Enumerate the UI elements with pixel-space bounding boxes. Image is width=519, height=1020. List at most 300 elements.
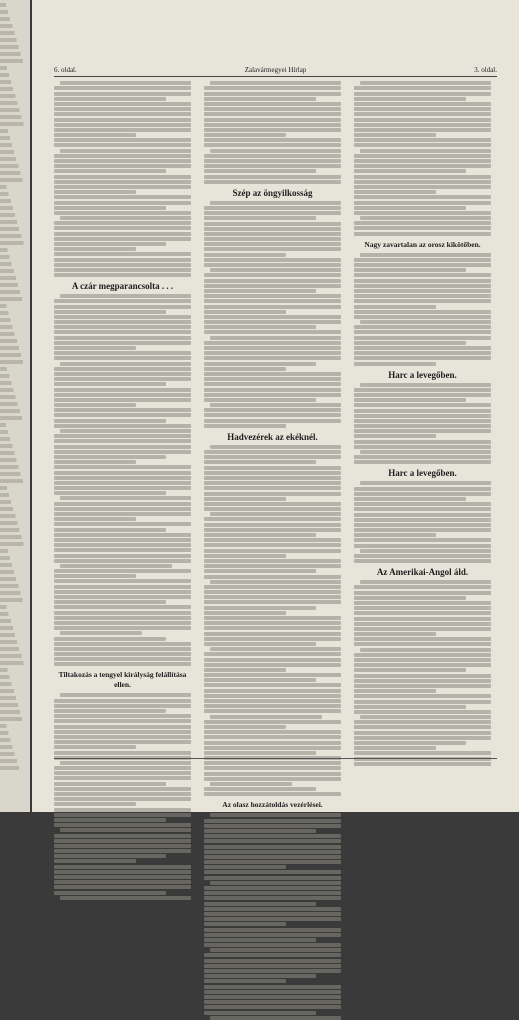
prev-page-line [0,612,30,616]
text-line [204,658,341,662]
text-line [54,413,191,417]
text-line [204,471,341,475]
text-line [204,632,341,636]
text-line [210,201,341,205]
text-line [354,221,491,225]
prev-page-line [0,150,30,154]
prev-page-line [0,185,30,189]
text-line [54,507,191,511]
text-line [54,486,191,490]
prev-page-line [0,87,30,91]
column-left [54,80,191,756]
text-line [354,346,491,350]
text-line [354,102,491,106]
text-line [54,626,191,630]
text-line [354,440,491,444]
text-line [54,128,191,132]
text-line [354,518,491,522]
prev-page-line [0,227,30,231]
text-line [54,439,191,443]
text-line [354,336,491,340]
prev-page-line [0,262,30,266]
prev-page-line [0,66,30,70]
text-line [204,372,341,376]
text-line [204,232,341,236]
article-heading: Harc a levegőben. [388,369,457,380]
text-line [54,123,191,127]
prev-page-line [0,206,30,210]
text-line [354,622,491,626]
text-line [54,891,166,895]
text-line [54,465,191,469]
prev-page-line [0,234,30,238]
prev-page-line [0,731,30,735]
text-line [54,351,191,355]
text-line [54,252,191,256]
text-line [354,341,466,345]
prev-page-line [0,465,30,469]
prev-page-line [0,472,30,476]
text-line [54,792,191,796]
text-line [54,476,191,480]
text-line [204,673,341,677]
text-line [54,320,191,324]
prev-page-line [0,220,30,224]
prev-page-line [0,367,30,371]
prev-page-line [0,388,30,392]
text-line [354,305,436,309]
article-heading: A czár megparancsolta . . . [71,281,174,292]
text-line [204,279,341,283]
prev-page-line [0,94,30,98]
article-heading: Az Amerikai-Angol áld. [376,567,469,578]
text-line [204,974,316,978]
prev-page-line [0,479,30,483]
text-line [204,787,316,791]
text-line [354,533,436,537]
text-line [204,699,341,703]
text-line [354,258,491,262]
text-line [360,320,491,324]
text-line [54,419,166,423]
prev-page-line [0,136,30,140]
text-line [54,356,191,360]
text-line [354,559,491,563]
text-line [204,154,341,158]
text-line [354,762,491,766]
text-line [204,517,341,521]
bottom-rule [54,758,497,759]
text-line [354,268,466,272]
text-line [54,346,136,350]
text-line [54,859,136,863]
text-line [204,102,341,106]
prev-page-line [0,717,30,721]
text-line [60,362,191,366]
text-line [354,414,491,418]
text-line [204,97,316,101]
prev-page-line [0,458,30,462]
text-line [204,850,341,854]
text-line [204,668,286,672]
previous-page-edge [0,0,30,812]
text-line [54,870,191,874]
text-line [204,492,341,496]
prev-page-line [0,451,30,455]
text-line [204,829,316,833]
text-line [210,948,341,952]
text-line [354,741,466,745]
text-line [54,574,136,578]
text-line [54,310,166,314]
text-line [54,797,191,801]
text-line [204,995,341,999]
prev-page-line [0,444,30,448]
text-line [204,289,316,293]
text-line [210,715,322,719]
text-line [54,787,191,791]
text-line [54,190,136,194]
text-line [204,1005,341,1009]
text-line [204,600,341,604]
text-line [204,735,341,739]
text-line [54,652,191,656]
text-line [54,621,191,625]
text-line [204,382,341,386]
text-line [204,876,341,880]
text-line [54,118,191,122]
text-line [354,694,491,698]
prev-page-line [0,353,30,357]
text-line [54,377,191,381]
text-line [210,580,341,584]
text-line [204,242,341,246]
text-line [210,881,341,885]
text-line [204,611,286,615]
text-line [204,523,341,527]
text-line [354,409,491,413]
text-line [204,725,286,729]
text-line [54,305,191,309]
prev-page-line [0,766,30,770]
text-line [54,512,191,516]
text-line [54,325,191,329]
text-line [204,689,341,693]
text-line [54,839,191,843]
text-line [210,268,341,272]
newspaper-page [32,0,519,812]
text-line [54,273,191,277]
text-line [54,450,191,454]
page-number-left: 6. oldal. [54,66,77,74]
prev-page-line [0,241,30,245]
text-line [204,367,286,371]
text-line [204,419,341,423]
prev-page-line [0,668,30,672]
prev-page-line [0,689,30,693]
text-line [60,564,172,568]
prev-page-line [0,45,30,49]
text-line [54,460,136,464]
text-line [204,969,341,973]
prev-page-line [0,318,30,322]
text-line [354,611,491,615]
text-line [204,263,341,267]
prev-page-line [0,255,30,259]
text-line [204,424,286,428]
text-line [54,600,166,604]
text-line [54,268,191,272]
text-line [354,112,491,116]
text-line [204,1011,316,1015]
text-line [54,159,191,163]
text-line [204,938,316,942]
text-line [54,875,191,879]
text-line [54,164,191,168]
text-line [354,725,491,729]
text-line [60,631,142,635]
prev-page-line [0,598,30,602]
text-line [204,694,341,698]
text-line [54,538,191,542]
text-line [210,149,341,153]
text-line [54,740,191,744]
prev-page-line [0,416,30,420]
prev-page-line [0,101,30,105]
text-line [54,408,191,412]
text-line [54,86,191,90]
prev-page-line [0,395,30,399]
text-line [360,648,491,652]
prev-page-line [0,31,30,35]
text-line [204,819,341,823]
text-line [54,719,191,723]
text-line [204,720,341,724]
text-line [354,674,491,678]
text-line [54,201,191,205]
text-line [354,294,491,298]
column-right [354,80,491,756]
text-line [354,154,491,158]
prev-page-line [0,423,30,427]
text-line [204,346,341,350]
text-line [354,180,491,184]
prev-page-line [0,752,30,756]
prev-page-line [0,360,30,364]
text-line [54,844,191,848]
text-line [354,143,491,147]
text-line [354,86,491,90]
text-line [354,492,491,496]
prev-page-line [0,535,30,539]
prev-page-line [0,311,30,315]
text-line [204,575,341,579]
text-line [54,657,191,661]
prev-page-line [0,269,30,273]
text-line [204,777,341,781]
text-line [354,185,491,189]
text-line [204,164,341,168]
text-line [54,242,166,246]
text-line [204,964,341,968]
text-line [204,928,341,932]
text-line [354,445,491,449]
prev-page-line [0,276,30,280]
text-line [54,823,191,827]
text-line [54,865,191,869]
text-line [354,497,466,501]
prev-page-line [0,80,30,84]
text-line [54,434,191,438]
text-line [54,745,136,749]
text-line [354,653,491,657]
text-line [204,746,341,750]
prev-page-line [0,542,30,546]
text-line [54,585,191,589]
text-line [354,310,491,314]
text-line [360,549,491,553]
text-line [54,725,191,729]
prev-page-line [0,738,30,742]
text-line [354,97,466,101]
text-line [354,632,436,636]
text-line [54,543,191,547]
prev-page-line [0,17,30,21]
text-line [354,429,491,433]
text-line [354,175,491,179]
text-line [54,92,191,96]
prev-page-line [0,759,30,763]
text-line [54,102,191,106]
prev-page-line [0,563,30,567]
text-line [204,985,341,989]
prev-page-line [0,38,30,42]
text-line [204,497,286,501]
text-line [354,507,491,511]
text-line [354,684,491,688]
text-line [354,538,491,542]
text-line [354,289,491,293]
text-line [354,279,491,283]
text-line [354,164,491,168]
text-line [54,299,191,303]
text-line [54,849,191,853]
text-line [54,522,191,526]
text-line [204,299,341,303]
text-line [354,544,491,548]
text-line [204,112,341,116]
text-line [54,766,191,770]
text-line [354,325,491,329]
prev-page-line [0,10,30,14]
text-line [54,802,136,806]
text-line [54,169,166,173]
text-line [354,627,491,631]
prev-page-line [0,661,30,665]
text-line [360,81,491,85]
text-line [354,398,466,402]
text-line [54,226,191,230]
text-line [204,206,341,210]
text-line [54,813,191,817]
text-line [354,107,491,111]
text-line [204,247,341,251]
prev-page-line [0,304,30,308]
text-line [54,637,166,641]
prev-page-line [0,640,30,644]
text-line [204,554,286,558]
text-line [210,445,341,449]
text-line [204,569,316,573]
text-line [204,450,341,454]
text-line [204,180,341,184]
text-line [204,538,341,542]
text-line [60,896,191,900]
text-line [360,580,491,584]
prev-page-line [0,248,30,252]
prev-page-line [0,346,30,350]
text-line [54,211,191,215]
text-line [54,195,191,199]
prev-page-line [0,507,30,511]
text-line [354,92,491,96]
prev-page-line [0,332,30,336]
text-line [60,429,191,433]
text-line [204,933,341,937]
prev-page-line [0,654,30,658]
text-line [54,548,191,552]
text-line [54,315,191,319]
text-line [354,606,491,610]
article-heading: Szép az öngyilkosság [232,187,313,198]
text-line [204,528,341,532]
prev-page-line [0,59,30,63]
text-line [204,549,341,553]
text-line [204,616,341,620]
text-line [54,528,166,532]
text-line [354,731,491,735]
text-line [54,647,191,651]
text-line [354,746,436,750]
prev-page-line [0,493,30,497]
text-line [360,383,491,387]
text-line [210,647,341,651]
prev-page-line [0,647,30,651]
text-line [354,591,491,595]
text-line [204,559,341,563]
prev-page-line [0,381,30,385]
text-line [54,367,191,371]
article-heading: Harc a levegőben. [388,468,457,479]
text-line [204,211,341,215]
text-line [354,388,491,392]
text-line [204,891,341,895]
text-line [204,902,316,906]
text-line [354,315,491,319]
prev-page-line [0,178,30,182]
text-line [354,263,491,267]
text-line [54,180,191,184]
text-line [54,776,191,780]
text-line [204,943,341,947]
text-line [54,834,191,838]
text-line [204,663,341,667]
text-line [204,325,316,329]
text-line [54,559,191,563]
text-line [210,782,292,786]
column-middle [204,80,341,810]
text-line [204,621,341,625]
